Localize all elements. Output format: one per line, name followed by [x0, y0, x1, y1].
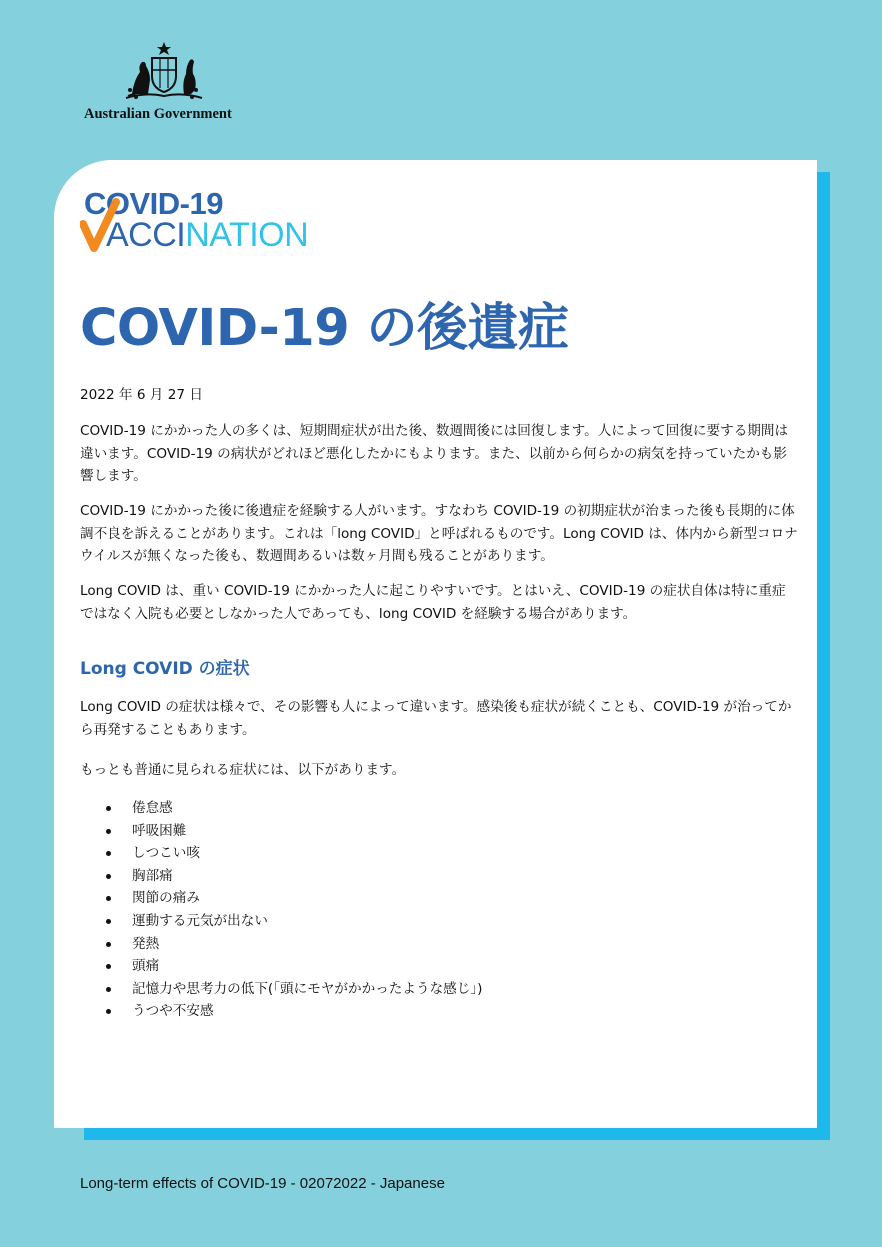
bullet-icon — [106, 874, 111, 879]
orange-checkmark-icon — [80, 198, 120, 252]
coat-of-arms-icon — [122, 40, 206, 102]
list-item — [104, 955, 482, 978]
symptom-label: 呼吸困難 — [132, 822, 187, 839]
list-item — [104, 887, 482, 910]
logo-line-vaccination — [106, 216, 308, 255]
footer-document-id: Long-term effects of COVID-19 - 02072022 - Japanese — [80, 1175, 445, 1192]
list-item — [104, 865, 482, 888]
bullet-icon — [106, 942, 111, 947]
paragraph-common-symptoms: もっとも普通に見られる症状には、以下があります。 — [80, 762, 406, 778]
bullet-icon — [106, 851, 111, 856]
paragraph-risk: Long COVID は、重い COVID-19 にかかった人に起こりやすいです。とはいえ、COVID-19 の症状自体は特に重症ではなく入院も必要としなかった人であっても、long COVID を経験する場合があります。 — [80, 583, 786, 622]
logo-acci: ACCI — [106, 216, 186, 254]
symptom-label: しつこい咳 — [132, 845, 200, 862]
symptom-label: 倦怠感 — [132, 800, 173, 816]
list-item — [104, 820, 482, 843]
symptom-list — [104, 797, 482, 1023]
paragraph-symptoms-vary: Long COVID の症状は様々で、その影響も人によって違います。感染後も症状が続くことも、COVID-19 が治ってから再発することもあります。 — [80, 699, 792, 738]
bullet-icon — [106, 829, 111, 834]
government-name: Australian Government — [84, 106, 232, 122]
page-title: COVID-19 の後遺症 — [80, 299, 569, 358]
bullet-icon — [106, 806, 111, 811]
list-item — [104, 842, 482, 865]
symptom-label: 関節の痛み — [132, 890, 200, 907]
logo-nation: NATION — [185, 216, 309, 254]
bullet-icon — [106, 987, 111, 992]
logo-line-covid19: COVID-19 — [84, 186, 223, 221]
bullet-icon — [106, 896, 111, 901]
symptom-label: うつや不安感 — [132, 1003, 214, 1020]
symptom-label: 胸部痛 — [132, 867, 173, 884]
bullet-icon — [106, 964, 111, 969]
list-item — [104, 1000, 482, 1023]
list-item — [104, 933, 482, 956]
list-item — [104, 910, 482, 933]
document-date: 2022 年 6 月 27 日 — [80, 387, 203, 403]
section-heading-symptoms: Long COVID の症状 — [80, 659, 250, 679]
symptom-label: 発熱 — [132, 935, 160, 952]
symptom-label: 記憶力や思考力の低下(「頭にモヤがかかったような感じ」) — [132, 980, 483, 997]
symptom-label: 運動する元気が出ない — [132, 912, 268, 929]
symptom-label: 頭痛 — [132, 958, 160, 975]
list-item — [104, 797, 482, 820]
covid-vaccination-logo — [80, 186, 380, 258]
bullet-icon — [106, 919, 111, 924]
australian-government-logo — [84, 40, 244, 130]
paragraph-long-covid-definition: COVID-19 にかかった後に後遺症を経験する人がいます。すなわち COVID-19 の初期症状が治まった後も長期的に体調不良を訴えることがあります。これは「long COVID」と呼ばれるものです。Long COVID は、体内から新型コロナウイルスが無くなった後も、数週間あるいは数ヶ月間も残ることがあります。 — [80, 503, 798, 564]
list-item — [104, 978, 482, 1001]
paragraph-intro: COVID-19 にかかった人の多くは、短期間症状が出た後、数週間後には回復します。人によって回復に要する期間は違います。COVID-19 の病状がどれほど悪化したかにもよります。また、以前から何らかの病気を持っていたかも影響します。 — [80, 423, 789, 484]
bullet-icon — [106, 1009, 111, 1014]
document-card — [54, 160, 817, 1128]
